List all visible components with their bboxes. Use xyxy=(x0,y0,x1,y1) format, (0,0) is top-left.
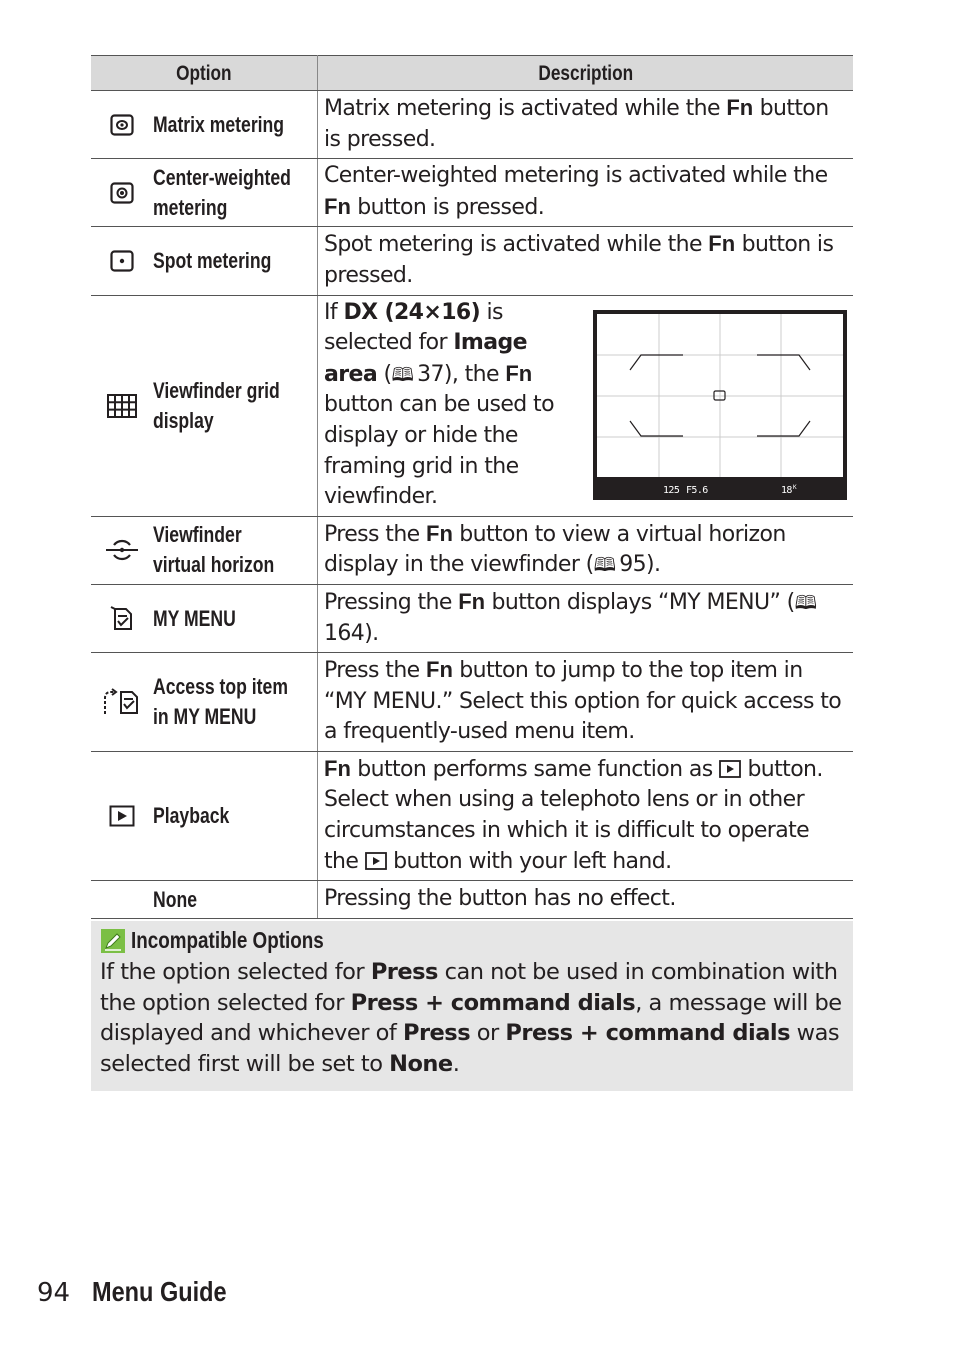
book-ref-icon: 🕮 xyxy=(391,363,414,386)
virtual-horizon-icon xyxy=(91,536,153,564)
option-description: Press the Fn button to jump to the top item in “MY MENU.” Select this option for quick access to a frequently-used menu item. xyxy=(324,657,842,745)
option-name: Center-weighted metering xyxy=(153,164,291,220)
option-description: Fn button performs same function as button. Select when using a telephoto lens or in other circumstances in which it is difficult to operate the button with your left hand. xyxy=(324,755,823,874)
viewfinder-grid-icon xyxy=(91,394,153,418)
note-title: Incompatible Options xyxy=(131,927,324,953)
option-name: Spot metering xyxy=(153,247,272,273)
option-name: Viewfinder grid display xyxy=(153,377,280,433)
note-body: If the option selected for Press can not be used in combination with the option selected for Press + command dials, a message will be displayed and whichever of Press or Press + command dials was selected first will be set to None. xyxy=(100,959,842,1077)
option-name: Access top item in MY MENU xyxy=(153,673,288,729)
page-footer xyxy=(37,1276,252,1308)
option-name: Viewfinder virtual horizon xyxy=(153,522,275,578)
incompatible-options-note xyxy=(91,921,853,1091)
table-row xyxy=(91,584,853,652)
header-description: Description xyxy=(318,56,854,91)
section-title: Menu Guide xyxy=(92,1276,227,1307)
option-description: Center-weighted metering is activated while the Fn button is pressed. xyxy=(324,163,828,220)
svg-text:K: K xyxy=(793,484,797,492)
aperture-readout: F5.6 xyxy=(686,485,708,497)
option-description: Spot metering is activated while the Fn button is pressed. xyxy=(324,231,834,288)
table-row xyxy=(91,227,853,295)
book-ref-icon: 🕮 xyxy=(794,591,817,614)
table-row xyxy=(91,159,853,227)
table-row xyxy=(91,295,853,516)
table-row xyxy=(91,751,853,880)
option-name: MY MENU xyxy=(153,605,236,631)
option-description: If DX (24×16) is selected for Image area (🕮 37), the Fn button can be used to display or hide the framing grid in the viewfinder. 125 F5.6 18 K xyxy=(318,296,853,516)
viewfinder-grid-illustration xyxy=(593,310,847,500)
header-option: Option xyxy=(91,56,318,91)
option-description: Pressing the Fn button displays “MY MENU” (🕮 164). xyxy=(324,588,817,646)
table-row xyxy=(91,881,853,919)
playback-button-icon xyxy=(365,852,387,870)
option-name: Playback xyxy=(153,803,230,829)
center-weighted-metering-icon xyxy=(91,182,153,204)
matrix-metering-icon xyxy=(91,114,153,136)
my-menu-icon xyxy=(91,606,153,632)
options-table xyxy=(91,55,853,919)
page-number: 94 xyxy=(37,1278,71,1308)
playback-icon xyxy=(91,805,153,827)
option-name: Matrix metering xyxy=(153,111,285,137)
table-row xyxy=(91,516,853,584)
frame-count-readout: 18 xyxy=(781,485,792,497)
table-row xyxy=(91,653,853,752)
option-description: Matrix metering is activated while the Fn button is pressed. xyxy=(324,95,829,152)
option-description: Press the Fn button to view a virtual horizon display in the viewfinder (🕮 95). xyxy=(324,520,786,578)
table-row xyxy=(91,91,853,159)
access-top-item-icon xyxy=(91,688,153,716)
table-header-row xyxy=(91,56,853,91)
option-description: Pressing the button has no effect. xyxy=(324,885,676,911)
shutter-speed-readout: 125 xyxy=(663,485,680,497)
pencil-note-icon xyxy=(101,929,125,953)
book-ref-icon: 🕮 xyxy=(593,554,616,577)
option-name: None xyxy=(153,886,197,912)
spot-metering-icon xyxy=(91,250,153,272)
playback-button-icon xyxy=(719,760,741,778)
